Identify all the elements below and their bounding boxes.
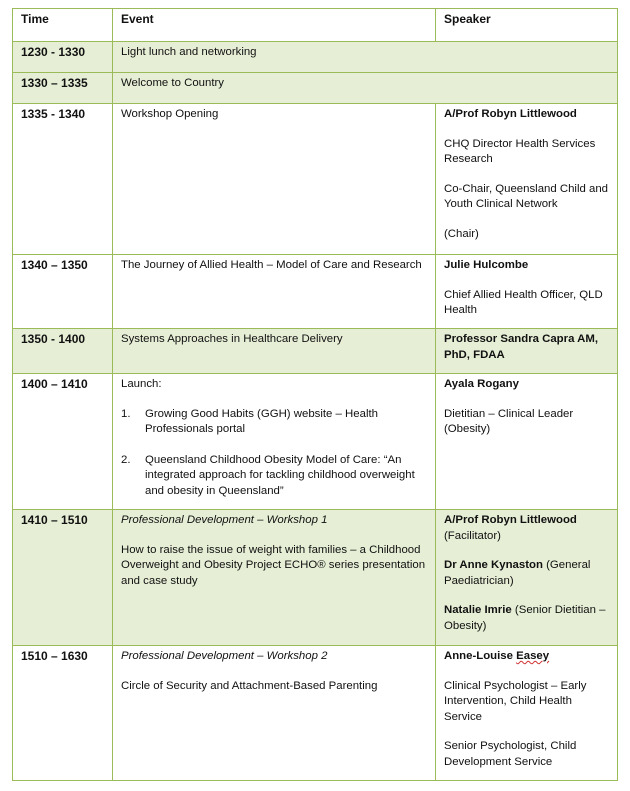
speaker-role: (General Paediatrician): [444, 559, 591, 587]
table-row: [13, 104, 618, 255]
row-time: 1350 - 1400: [13, 329, 113, 374]
list-item: [121, 453, 427, 500]
header-time: Time: [13, 9, 113, 42]
speaker-name: [444, 649, 609, 665]
launch-heading: Launch:: [121, 378, 162, 390]
row-event: The Journey of Allied Health – Model of Care and Research: [113, 255, 436, 329]
speaker-name: Natalie Imrie: [444, 604, 512, 616]
table-row: [13, 374, 618, 510]
event-description: Circle of Security and Attachment-Based Parenting: [121, 679, 378, 692]
speaker-name: A/Prof Robyn Littlewood: [444, 514, 577, 526]
list-text: Growing Good Habits (GGH) website – Health Professionals portal: [145, 407, 378, 435]
speaker-name: Professor Sandra Capra AM, PhD, FDAA: [436, 329, 618, 374]
row-time: 1335 - 1340: [13, 104, 113, 255]
list-text: Queensland Childhood Obesity Model of Care: “An integrated approach for tackling childhood overweight and obesity in Queensland”: [145, 453, 415, 497]
row-event: [113, 646, 436, 781]
row-time: 1510 – 1630: [13, 646, 113, 781]
event-title: Professional Development – Workshop 2: [121, 650, 328, 662]
speaker-role: (Facilitator): [444, 529, 501, 542]
table-row: [13, 510, 618, 646]
event-description: How to raise the issue of weight with families – a Childhood Overweight and Obesity Project ECHO® series presentation and case study: [121, 543, 426, 587]
speaker-role: Dietitian – Clinical Leader (Obesity): [444, 407, 574, 435]
row-speaker: [436, 104, 618, 255]
row-event: [113, 510, 436, 646]
launch-list: [121, 407, 427, 500]
list-number: 1.: [121, 407, 131, 420]
speaker-role: (Senior Dietitian – Obesity): [444, 604, 606, 632]
header-row: [13, 9, 618, 42]
row-time: 1410 – 1510: [13, 510, 113, 646]
row-event: Welcome to Country: [113, 73, 618, 104]
row-speaker: [436, 510, 618, 646]
table-row: [13, 646, 618, 781]
list-item: [121, 407, 427, 438]
row-event: [113, 374, 436, 510]
row-time: 1340 – 1350: [13, 255, 113, 329]
speaker-name: A/Prof Robyn Littlewood: [444, 108, 577, 120]
table-row: [13, 73, 618, 104]
header-speaker: Speaker: [436, 9, 618, 42]
speaker-name: Dr Anne Kynaston: [444, 559, 543, 571]
table-row: [13, 329, 618, 374]
speaker-last-name: Easey: [516, 650, 550, 662]
speaker-role: CHQ Director Health Services Research: [444, 137, 596, 165]
row-time: 1400 – 1410: [13, 374, 113, 510]
row-time: 1330 – 1335: [13, 73, 113, 104]
event-title: Professional Development – Workshop 1: [121, 514, 328, 526]
list-number: 2.: [121, 453, 131, 466]
row-speaker: [436, 374, 618, 510]
speaker-first-name: Anne-Louise: [444, 650, 517, 662]
row-speaker: [436, 646, 618, 781]
speaker-name: Ayala Rogany: [444, 378, 519, 390]
row-event: Systems Approaches in Healthcare Delivery: [113, 329, 436, 374]
speaker-role: Senior Psychologist, Child Development Service: [444, 740, 577, 768]
header-event: Event: [113, 9, 436, 42]
table-row: [13, 42, 618, 73]
speaker-role: (Chair): [444, 227, 479, 240]
table-row: [13, 255, 618, 329]
row-event: Workshop Opening: [113, 104, 436, 255]
row-speaker: [436, 255, 618, 329]
row-event: Light lunch and networking: [113, 42, 618, 73]
agenda-table: [12, 8, 618, 781]
speaker-role: Co-Chair, Queensland Child and Youth Clinical Network: [444, 182, 608, 210]
speaker-role: Chief Allied Health Officer, QLD Health: [444, 288, 603, 316]
row-time: 1230 - 1330: [13, 42, 113, 73]
speaker-role: Clinical Psychologist – Early Intervention, Child Health Service: [444, 679, 587, 723]
speaker-name: Julie Hulcombe: [444, 259, 529, 271]
